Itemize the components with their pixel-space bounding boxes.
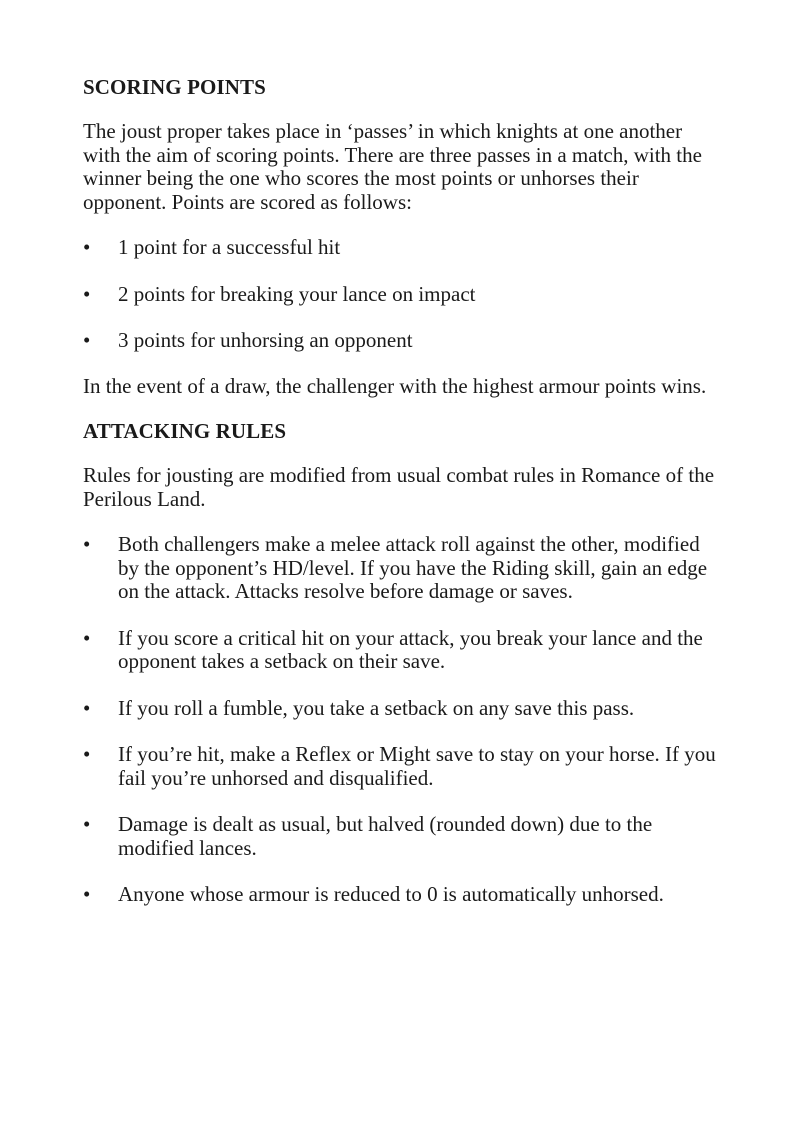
scoring-intro-paragraph: The joust proper takes place in ‘passes’ in which knights at one another with the aim of scoring points. There are three passes in a match, with the winner being the one who scores the most points or unhorses their opponent. Points are scored as follows:: [83, 119, 702, 214]
bullet-icon: •: [83, 882, 91, 906]
bullet-icon: •: [83, 532, 91, 556]
bullet-icon: •: [83, 812, 91, 836]
list-item-text: 1 point for a successful hit: [118, 235, 341, 259]
bullet-icon: •: [83, 742, 91, 766]
list-item-text: If you roll a fumble, you take a setback on any save this pass.: [118, 695, 635, 720]
list-item-text: Both challengers make a melee attack roll against the other, modified by the opponent’s HD/level. If you have the Riding skill, gain an edge on the attack. Attacks resolve before damage or saves.: [118, 532, 708, 603]
document-page: [83, 74, 723, 907]
list-item-text: 3 points for unhorsing an opponent: [118, 328, 413, 352]
bullet-icon: •: [83, 625, 91, 650]
draw-rule-paragraph: In the event of a draw, the challenger with the highest armour points wins.: [83, 373, 707, 398]
scoring-points-list: [83, 236, 723, 353]
list-item-text: 2 points for breaking your lance on impact: [118, 281, 476, 306]
bullet-icon: •: [83, 281, 91, 306]
list-item: [83, 533, 723, 604]
list-item-text: If you score a critical hit on your attack, you break your lance and the opponent takes a setback on their save.: [118, 625, 703, 673]
bullet-icon: •: [83, 695, 91, 720]
scoring-points-heading: SCORING POINTS: [83, 75, 266, 99]
list-item: [83, 329, 723, 353]
list-item: [83, 883, 723, 907]
list-item: [83, 236, 723, 260]
list-item-text: If you’re hit, make a Reflex or Might save to stay on your horse. If you fail you’re unhorsed and disqualified.: [118, 742, 716, 790]
attacking-intro-paragraph: Rules for jousting are modified from usual combat rules in Romance of the Perilous Land.: [83, 463, 715, 511]
list-item: [83, 813, 723, 860]
list-item-text: Damage is dealt as usual, but halved (rounded down) due to the modified lances.: [118, 812, 653, 860]
attacking-rules-heading: ATTACKING RULES: [83, 419, 287, 443]
list-item: [83, 697, 723, 721]
list-item-text: Anyone whose armour is reduced to 0 is automatically unhorsed.: [118, 882, 664, 906]
list-item: [83, 743, 723, 790]
list-item: [83, 283, 723, 307]
bullet-icon: •: [83, 328, 91, 352]
attacking-rules-list: [83, 533, 723, 907]
bullet-icon: •: [83, 235, 91, 259]
list-item: [83, 627, 723, 674]
